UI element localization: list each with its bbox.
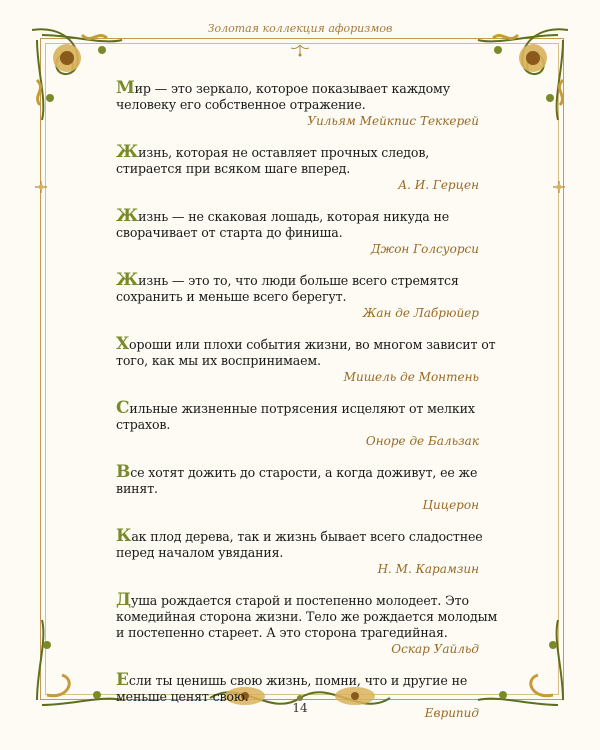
drop-initial: Ж (116, 206, 139, 226)
drop-initial: С (116, 398, 130, 418)
drop-initial: К (116, 526, 132, 546)
fleuron-icon (34, 180, 48, 194)
aphorism-author: Жан де Лабрюйер (362, 306, 479, 320)
aphorism-body: уша рождается старой и постепенно молодеет. Это комедийная сторона жизни. Тело же рождается молодым и постепенно стареет. А это сторона трагедийная. (116, 593, 498, 640)
aphorism-text (116, 144, 499, 177)
drop-initial: В (116, 462, 131, 482)
aphorism-body: изнь — это то, что люди больше всего стремятся сохранить и меньше всего берегут. (116, 273, 459, 304)
aphorism-body: ороши или плохи события жизни, во многом зависит от того, как мы их воспринимаем. (116, 337, 496, 368)
aphorism-author: Уильям Мейкпис Теккерей (307, 114, 479, 128)
aphorism-author: Оноре де Бальзак (365, 434, 479, 448)
aphorism-author: Оскар Уайльд (391, 642, 479, 656)
aphorism-list (116, 80, 499, 736)
aphorism-author: Цицерон (422, 498, 479, 512)
drop-initial: Ж (116, 270, 139, 290)
drop-initial: Д (116, 590, 131, 610)
aphorism-author: Джон Голсуорси (370, 242, 479, 256)
aphorism-text (116, 80, 499, 113)
header-ornament-icon (288, 43, 312, 57)
page-number: 14 (292, 701, 308, 715)
aphorism (116, 80, 499, 129)
aphorism (116, 208, 499, 257)
drop-initial: Е (116, 670, 129, 690)
aphorism-body: изнь, которая не оставляет прочных следов, стирается при всяком шаге вперед. (116, 145, 430, 176)
aphorism (116, 336, 499, 385)
aphorism (116, 144, 499, 193)
fleuron-icon (552, 180, 566, 194)
aphorism (116, 272, 499, 321)
aphorism-text (116, 592, 499, 641)
aphorism-body: сли ты ценишь свою жизнь, помни, что и другие не меньше ценят свою. (116, 673, 468, 704)
aphorism-text (116, 272, 499, 305)
aphorism-text (116, 528, 499, 561)
aphorism-author: А. И. Герцен (398, 178, 479, 192)
aphorism-body: ир — это зеркало, которое показывает каждому человеку его собственное отражение. (116, 81, 450, 112)
aphorism (116, 528, 499, 577)
aphorism-text (116, 400, 499, 433)
running-header: Золотая коллекция афоризмов (207, 22, 393, 35)
aphorism-body: се хотят дожить до старости, а когда доживут, ее же винят. (116, 465, 478, 496)
aphorism-author: Еврипид (424, 706, 479, 720)
aphorism-body: ак плод дерева, так и жизнь бывает всего сладостнее перед началом увядания. (116, 529, 483, 560)
aphorism (116, 400, 499, 449)
aphorism-text (116, 336, 499, 369)
drop-initial: Ж (116, 142, 139, 162)
aphorism-author: Мишель де Монтень (343, 370, 479, 384)
aphorism-body: ильные жизненные потрясения исцеляют от мелких страхов. (116, 401, 475, 432)
aphorism (116, 592, 499, 657)
aphorism-text (116, 464, 499, 497)
drop-initial: М (116, 78, 135, 98)
aphorism-text (116, 208, 499, 241)
aphorism (116, 464, 499, 513)
aphorism-author: Н. М. Карамзин (377, 562, 479, 576)
drop-initial: Х (116, 334, 130, 354)
aphorism-body: изнь — не скаковая лошадь, которая никуда не сворачивает от старта до финиша. (116, 209, 450, 240)
